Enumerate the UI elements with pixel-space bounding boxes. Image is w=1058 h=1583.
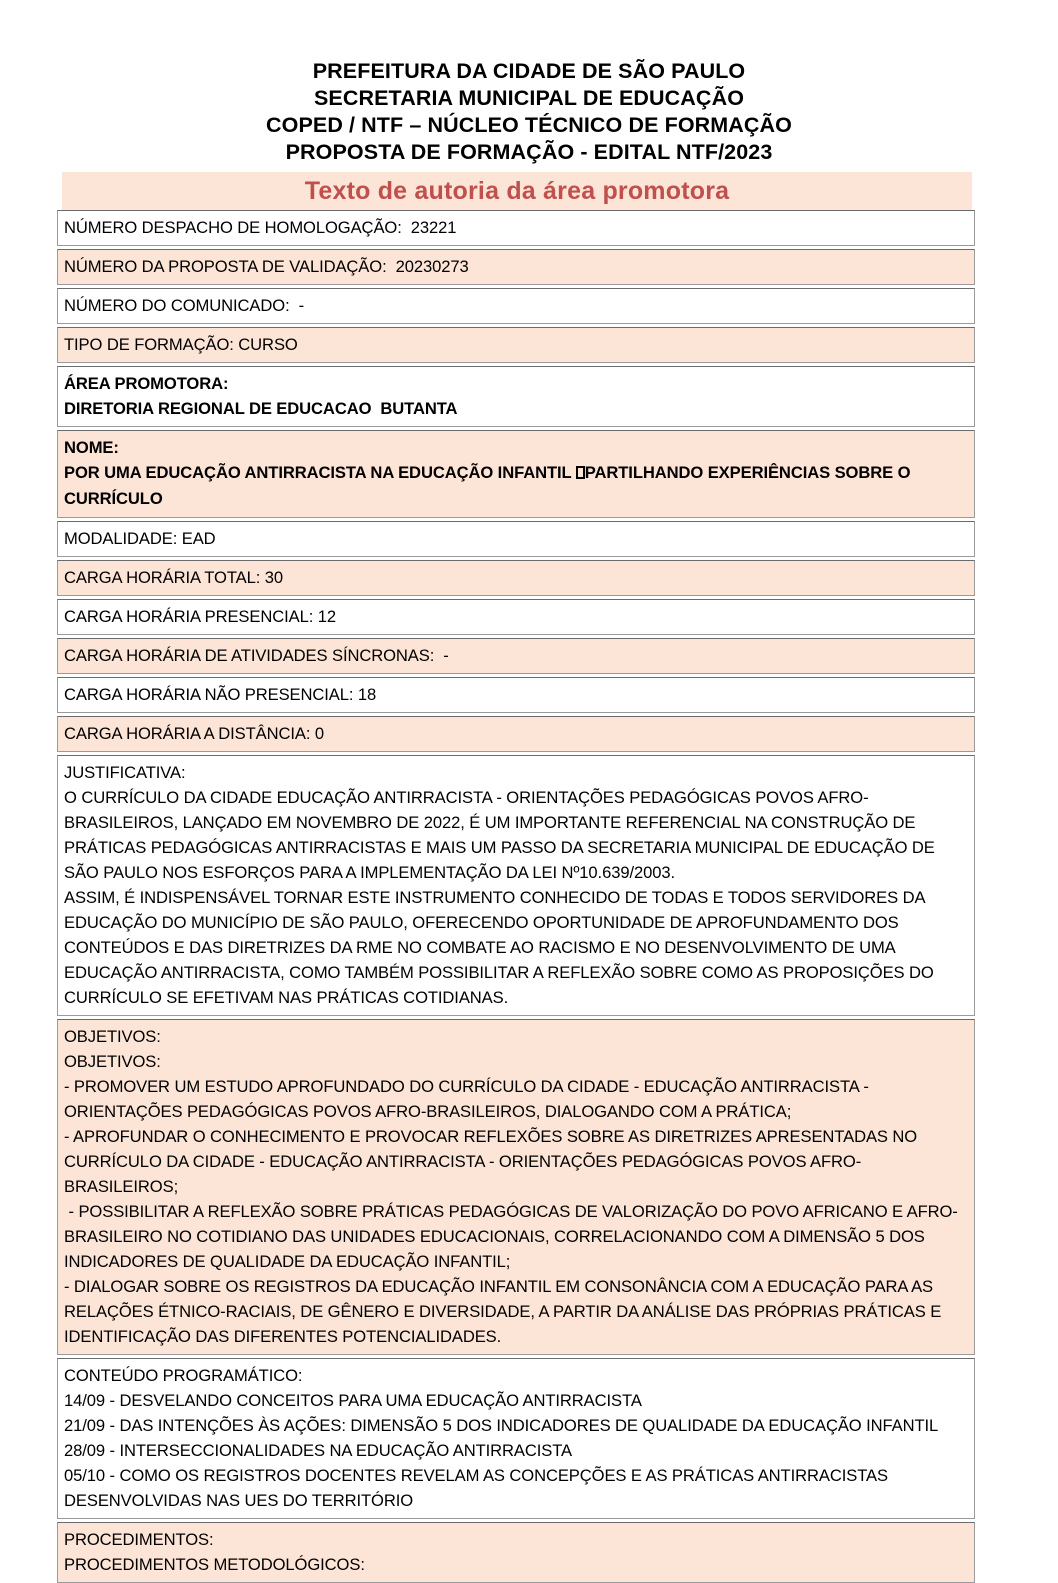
objetivos-item: - APROFUNDAR O CONHECIMENTO E PROVOCAR REFLEXÕES SOBRE AS DIRETRIZES APRESENTADAS NO CURRÍCULO DA CIDADE - EDUCAÇÃO ANTIRRACISTA - ORIENTAÇÕES PEDAGÓGICAS POVOS AFRO-BRASILEIROS; — [64, 1127, 922, 1196]
document-header — [0, 0, 1058, 166]
justificativa-paragraph: ASSIM, É INDISPENSÁVEL TORNAR ESTE INSTRUMENTO CONHECIDO DE TODAS E TODOS SERVIDORES DA EDUCAÇÃO DO MUNICÍPIO DE SÃO PAULO, OFERECENDO OPORTUNIDADE DE APROFUNDAMENTO DOS CONTEÚDOS E DAS DIRETRIZES DA RME NO COMBATE AO RACISMO E NO DESENVOLVIMENTO DE UMA EDUCAÇÃO ANTIRRACISTA, COMO TAMBÉM POSSIBILITAR A REFLEXÃO SOBRE COMO AS PROPOSIÇÕES DO CURRÍCULO SE EFETIVAM NAS PRÁTICAS COTIDIANAS. — [64, 888, 939, 1007]
conteudo-item: 14/09 - DESVELANDO CONCEITOS PARA UMA EDUCAÇÃO ANTIRRACISTA — [64, 1391, 642, 1410]
objetivos-label: OBJETIVOS: — [64, 1027, 161, 1046]
row-carga-horaria-nao-presencial — [57, 677, 975, 713]
row-numero-proposta — [57, 249, 975, 285]
objetivos-item: - POSSIBILITAR A REFLEXÃO SOBRE PRÁTICAS PEDAGÓGICAS DE VALORIZAÇÃO DO POVO AFRICANO E AFRO-BRASILEIRO NO COTIDIANO DAS UNIDADES EDUCACIONAIS, CORRELACIONANDO COM A DIMENSÃO 5 DOS INDICADORES DE QUALIDADE DA EDUCAÇÃO INFANTIL; — [64, 1202, 958, 1271]
row-carga-horaria-sincronas — [57, 638, 975, 674]
header-line-3: COPED / NTF – NÚCLEO TÉCNICO DE FORMAÇÃO — [266, 113, 792, 137]
row-carga-horaria-total — [57, 560, 975, 596]
row-modalidade — [57, 521, 975, 557]
header-line-4: PROPOSTA DE FORMAÇÃO - EDITAL NTF/2023 — [285, 140, 773, 164]
nome-value-part1: POR UMA EDUCAÇÃO ANTIRRACISTA NA EDUCAÇÃO INFANTIL — [64, 463, 576, 482]
numero-comunicado-text: NÚMERO DO COMUNICADO: - — [64, 296, 305, 315]
authorship-banner-text: Texto de autoria da área promotora — [304, 177, 730, 205]
procedimentos-sublabel: PROCEDIMENTOS METODOLÓGICOS: — [64, 1555, 365, 1574]
tipo-formacao-text: TIPO DE FORMAÇÃO: CURSO — [64, 335, 298, 354]
conteudo-item: 05/10 - COMO OS REGISTROS DOCENTES REVELAM AS CONCEPÇÕES E AS PRÁTICAS ANTIRRACISTAS DESENVOLVIDAS NAS UES DO TERRITÓRIO — [64, 1466, 893, 1510]
justificativa-label: JUSTIFICATIVA: — [64, 763, 186, 782]
justificativa-paragraph: O CURRÍCULO DA CIDADE EDUCAÇÃO ANTIRRACISTA - ORIENTAÇÕES PEDAGÓGICAS POVOS AFRO-BRASILEIROS, LANÇADO EM NOVEMBRO DE 2022, É UM IMPORTANTE REFERENCIAL NA CONSTRUÇÃO DE PRÁTICAS PEDAGÓGICAS ANTIRRACISTAS E MAIS UM PASSO DA SECRETARIA MUNICIPAL DE EDUCAÇÃO DE SÃO PAULO NOS ESFORÇOS PARA A IMPLEMENTAÇÃO DA LEI Nº10.639/2003. — [64, 788, 940, 882]
objetivos-item: - PROMOVER UM ESTUDO APROFUNDADO DO CURRÍCULO DA CIDADE - EDUCAÇÃO ANTIRRACISTA - ORIENTAÇÕES PEDAGÓGICAS POVOS AFRO-BRASILEIROS, DIALOGANDO COM A PRÁTICA; — [64, 1077, 874, 1121]
carga-horaria-total-text: CARGA HORÁRIA TOTAL: 30 — [64, 568, 284, 587]
conteudo-item: 21/09 - DAS INTENÇÕES ÀS AÇÕES: DIMENSÃO 5 DOS INDICADORES DE QUALIDADE DA EDUCAÇÃO INFANTIL — [64, 1416, 939, 1435]
row-carga-horaria-distancia — [57, 716, 975, 752]
row-procedimentos — [57, 1522, 975, 1583]
missing-glyph-icon — [576, 466, 585, 479]
header-line-2: SECRETARIA MUNICIPAL DE EDUCAÇÃO — [313, 86, 745, 110]
carga-horaria-distancia-text: CARGA HORÁRIA A DISTÂNCIA: 0 — [64, 724, 325, 743]
conteudo-item: 28/09 - INTERSECCIONALIDADES NA EDUCAÇÃO ANTIRRACISTA — [64, 1441, 572, 1460]
row-numero-despacho — [57, 210, 975, 246]
conteudo-label: CONTEÚDO PROGRAMÁTICO: — [64, 1366, 303, 1385]
header-line-1: PREFEITURA DA CIDADE DE SÃO PAULO — [312, 59, 746, 83]
row-numero-comunicado — [57, 288, 975, 324]
carga-horaria-nao-presencial-text: CARGA HORÁRIA NÃO PRESENCIAL: 18 — [64, 685, 377, 704]
nome-value — [64, 460, 968, 512]
row-area-promotora — [57, 366, 975, 427]
area-promotora-value: DIRETORIA REGIONAL DE EDUCACAO BUTANTA — [64, 399, 458, 418]
area-promotora-label: ÁREA PROMOTORA: — [64, 374, 229, 393]
nome-label: NOME: — [64, 438, 119, 457]
procedimentos-label: PROCEDIMENTOS: — [64, 1530, 214, 1549]
nome-value-part2: PARTILHANDO EXPERIÊNCIAS SOBRE O CURRÍCULO — [64, 463, 915, 508]
proposal-table — [57, 210, 975, 1583]
objetivos-sublabel: OBJETIVOS: — [64, 1052, 161, 1071]
numero-despacho-text: NÚMERO DESPACHO DE HOMOLOGAÇÃO: 23221 — [64, 218, 457, 237]
authorship-banner — [62, 172, 972, 210]
carga-horaria-presencial-text: CARGA HORÁRIA PRESENCIAL: 12 — [64, 607, 337, 626]
row-objetivos — [57, 1019, 975, 1355]
modalidade-text: MODALIDADE: EAD — [64, 529, 216, 548]
row-conteudo-programatico — [57, 1358, 975, 1519]
row-nome — [57, 430, 975, 518]
numero-proposta-text: NÚMERO DA PROPOSTA DE VALIDAÇÃO: 20230273 — [64, 257, 469, 276]
row-justificativa — [57, 755, 975, 1016]
objetivos-item: - DIALOGAR SOBRE OS REGISTROS DA EDUCAÇÃO INFANTIL EM CONSONÂNCIA COM A EDUCAÇÃO PARA AS RELAÇÕES ÉTNICO-RACIAIS, DE GÊNERO E DIVERSIDADE, A PARTIR DA ANÁLISE DAS PRÓPRIAS PRÁTICAS E IDENTIFICAÇÃO DAS DIFERENTES POTENCIALIDADES. — [64, 1277, 946, 1346]
row-tipo-formacao — [57, 327, 975, 363]
row-carga-horaria-presencial — [57, 599, 975, 635]
carga-horaria-sincronas-text: CARGA HORÁRIA DE ATIVIDADES SÍNCRONAS: - — [64, 646, 449, 665]
